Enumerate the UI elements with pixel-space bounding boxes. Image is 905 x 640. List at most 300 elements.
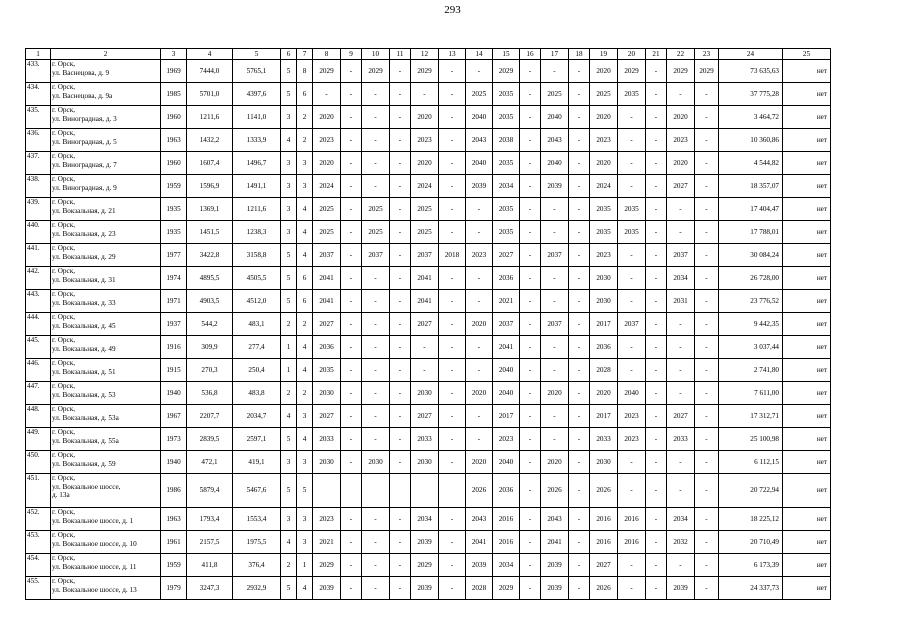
- value-cell: -: [695, 313, 719, 336]
- value-cell: 2: [297, 106, 313, 129]
- value-cell: -: [695, 267, 719, 290]
- value-cell: 3: [281, 198, 297, 221]
- value-cell: 2023: [466, 244, 493, 267]
- value-cell: 2035: [493, 83, 520, 106]
- value-cell: -: [439, 106, 466, 129]
- value-cell: -: [520, 451, 541, 474]
- value-cell: 2: [297, 129, 313, 152]
- value-cell: -: [390, 577, 411, 600]
- address-cell: [51, 290, 161, 313]
- value-cell: 1975,5: [233, 531, 281, 554]
- value-cell: -: [439, 531, 466, 554]
- value-cell: 2039: [466, 554, 493, 577]
- column-number-header: 8: [313, 49, 341, 60]
- value-cell: 2036: [313, 336, 341, 359]
- note-cell: нет: [783, 531, 831, 554]
- value-cell: 2043: [541, 508, 569, 531]
- column-number-header: 23: [695, 49, 719, 60]
- value-cell: 2025: [411, 198, 439, 221]
- value-cell: -: [569, 405, 590, 428]
- value-cell: 2016: [618, 508, 646, 531]
- value-cell: -: [341, 508, 362, 531]
- value-cell: 2030: [313, 451, 341, 474]
- value-cell: 2041: [313, 290, 341, 313]
- value-cell: 544,2: [187, 313, 233, 336]
- address-line: д. 13а: [52, 491, 70, 500]
- value-cell: -: [390, 336, 411, 359]
- note-cell: нет: [783, 267, 831, 290]
- table-row: [26, 554, 831, 577]
- value-cell: -: [520, 508, 541, 531]
- address-line: ул. Вокзальная, д. 59: [52, 459, 116, 468]
- value-cell: -: [341, 313, 362, 336]
- address-line: г. Орск,: [52, 106, 75, 114]
- value-cell: 1967: [161, 405, 187, 428]
- value-cell: 483,1: [233, 313, 281, 336]
- address-line: ул. Виноградная, д. 5: [52, 137, 117, 146]
- value-cell: 4: [281, 531, 297, 554]
- value-cell: -: [362, 577, 390, 600]
- value-cell: -: [695, 451, 719, 474]
- note-cell: нет: [783, 129, 831, 152]
- value-cell: 2037: [541, 244, 569, 267]
- value-cell: 2043: [466, 129, 493, 152]
- note-cell: нет: [783, 290, 831, 313]
- value-cell: -: [541, 198, 569, 221]
- value-cell: -: [520, 474, 541, 508]
- value-cell: 2037: [411, 244, 439, 267]
- cost-cell: 20 722,94: [719, 474, 783, 508]
- value-cell: -: [541, 359, 569, 382]
- value-cell: 2029: [618, 60, 646, 83]
- address-line: г. Орск,: [52, 152, 75, 160]
- value-cell: -: [341, 405, 362, 428]
- value-cell: -: [618, 106, 646, 129]
- address-cell: [51, 244, 161, 267]
- value-cell: 2020: [590, 60, 618, 83]
- address-line: ул. Вокзальная, д. 23: [52, 229, 116, 238]
- value-cell: -: [618, 451, 646, 474]
- value-cell: -: [362, 428, 390, 451]
- value-cell: -: [362, 554, 390, 577]
- value-cell: 1369,1: [187, 198, 233, 221]
- value-cell: 2036: [493, 267, 520, 290]
- value-cell: -: [667, 198, 695, 221]
- value-cell: 5: [281, 267, 297, 290]
- value-cell: 2034: [493, 554, 520, 577]
- row-number-cell: 443.: [26, 290, 51, 313]
- value-cell: -: [520, 267, 541, 290]
- address-line: г. Орск,: [52, 405, 75, 413]
- value-cell: 2030: [313, 382, 341, 405]
- value-cell: 2028: [466, 577, 493, 600]
- note-cell: нет: [783, 359, 831, 382]
- value-cell: -: [695, 554, 719, 577]
- value-cell: -: [667, 382, 695, 405]
- column-number-header: 22: [667, 49, 695, 60]
- value-cell: 5: [281, 474, 297, 508]
- value-cell: 2020: [411, 152, 439, 175]
- address-cell: [51, 267, 161, 290]
- address-cell: [51, 336, 161, 359]
- value-cell: -: [362, 129, 390, 152]
- value-cell: 8: [297, 60, 313, 83]
- value-cell: 2020: [313, 152, 341, 175]
- value-cell: 1607,4: [187, 152, 233, 175]
- value-cell: -: [520, 359, 541, 382]
- value-cell: 4505,5: [233, 267, 281, 290]
- value-cell: 4: [281, 129, 297, 152]
- value-cell: 3: [281, 175, 297, 198]
- value-cell: -: [390, 428, 411, 451]
- value-cell: -: [439, 267, 466, 290]
- value-cell: 1940: [161, 382, 187, 405]
- value-cell: 2020: [667, 106, 695, 129]
- value-cell: -: [362, 336, 390, 359]
- value-cell: 1935: [161, 221, 187, 244]
- value-cell: 1915: [161, 359, 187, 382]
- value-cell: 2038: [493, 129, 520, 152]
- row-number-cell: 450.: [26, 451, 51, 474]
- value-cell: 1451,5: [187, 221, 233, 244]
- value-cell: 2031: [667, 290, 695, 313]
- value-cell: -: [695, 359, 719, 382]
- value-cell: 2016: [493, 508, 520, 531]
- value-cell: -: [439, 336, 466, 359]
- value-cell: -: [646, 336, 667, 359]
- cost-cell: 25 100,98: [719, 428, 783, 451]
- value-cell: 5: [297, 474, 313, 508]
- value-cell: 2023: [411, 129, 439, 152]
- column-number-header: 5: [233, 49, 281, 60]
- value-cell: 2030: [590, 451, 618, 474]
- column-number-header: 21: [646, 49, 667, 60]
- value-cell: -: [362, 106, 390, 129]
- value-cell: -: [541, 428, 569, 451]
- value-cell: 5879,4: [187, 474, 233, 508]
- value-cell: -: [466, 267, 493, 290]
- value-cell: 2035: [618, 198, 646, 221]
- row-number-cell: 451.: [26, 474, 51, 508]
- table-row: [26, 175, 831, 198]
- row-number-cell: 449.: [26, 428, 51, 451]
- value-cell: 2041: [411, 267, 439, 290]
- value-cell: 3: [281, 152, 297, 175]
- value-cell: 2023: [493, 428, 520, 451]
- column-number-header: 3: [161, 49, 187, 60]
- value-cell: 2033: [411, 428, 439, 451]
- value-cell: 2024: [590, 175, 618, 198]
- column-number-header: 4: [187, 49, 233, 60]
- value-cell: 536,8: [187, 382, 233, 405]
- value-cell: -: [341, 359, 362, 382]
- value-cell: -: [390, 290, 411, 313]
- value-cell: 2030: [362, 451, 390, 474]
- value-cell: 1937: [161, 313, 187, 336]
- value-cell: -: [520, 336, 541, 359]
- row-number-cell: 440.: [26, 221, 51, 244]
- value-cell: -: [569, 577, 590, 600]
- value-cell: -: [695, 221, 719, 244]
- value-cell: 2020: [541, 451, 569, 474]
- value-cell: -: [667, 554, 695, 577]
- note-cell: нет: [783, 405, 831, 428]
- row-number-cell: 447.: [26, 382, 51, 405]
- value-cell: 2026: [541, 474, 569, 508]
- value-cell: -: [667, 221, 695, 244]
- value-cell: -: [341, 83, 362, 106]
- address-line: ул. Вокзальное шоссе, д. 13: [52, 585, 137, 594]
- value-cell: -: [362, 508, 390, 531]
- value-cell: -: [569, 359, 590, 382]
- value-cell: -: [466, 336, 493, 359]
- value-cell: -: [520, 313, 541, 336]
- value-cell: 472,1: [187, 451, 233, 474]
- value-cell: 2020: [411, 106, 439, 129]
- value-cell: 2023: [618, 428, 646, 451]
- value-cell: 2027: [590, 554, 618, 577]
- value-cell: -: [341, 221, 362, 244]
- value-cell: -: [362, 382, 390, 405]
- cost-cell: 30 084,24: [719, 244, 783, 267]
- value-cell: -: [341, 267, 362, 290]
- value-cell: -: [390, 83, 411, 106]
- table-row: [26, 267, 831, 290]
- value-cell: 2039: [541, 175, 569, 198]
- address-line: ул. Виноградная, д. 9: [52, 183, 117, 192]
- value-cell: 2034: [667, 267, 695, 290]
- column-number-header: 2: [51, 49, 161, 60]
- value-cell: 1940: [161, 451, 187, 474]
- value-cell: -: [390, 60, 411, 83]
- value-cell: -: [646, 313, 667, 336]
- value-cell: -: [646, 577, 667, 600]
- value-cell: -: [646, 198, 667, 221]
- value-cell: -: [341, 106, 362, 129]
- value-cell: 2023: [313, 508, 341, 531]
- address-line: ул. Вокзальная, д. 45: [52, 321, 116, 330]
- address-cell: [51, 106, 161, 129]
- cost-cell: 20 710,49: [719, 531, 783, 554]
- value-cell: 2032: [667, 531, 695, 554]
- value-cell: 2026: [590, 577, 618, 600]
- column-number-header: 15: [493, 49, 520, 60]
- value-cell: 3: [281, 508, 297, 531]
- column-number-header: 9: [341, 49, 362, 60]
- address-line: ул. Вокзальное шоссе,: [52, 482, 121, 491]
- cost-cell: 4 544,82: [719, 152, 783, 175]
- value-cell: 2025: [313, 198, 341, 221]
- value-cell: -: [646, 152, 667, 175]
- address-line: ул. Вокзальное шоссе, д. 1: [52, 516, 134, 525]
- note-cell: нет: [783, 244, 831, 267]
- note-cell: нет: [783, 428, 831, 451]
- value-cell: 5701,0: [187, 83, 233, 106]
- value-cell: 483,8: [233, 382, 281, 405]
- value-cell: -: [362, 405, 390, 428]
- value-cell: -: [341, 531, 362, 554]
- value-cell: 2023: [667, 129, 695, 152]
- value-cell: 5: [281, 60, 297, 83]
- column-number-header: 24: [719, 49, 783, 60]
- value-cell: 5: [281, 244, 297, 267]
- value-cell: 1959: [161, 554, 187, 577]
- value-cell: 1963: [161, 508, 187, 531]
- value-cell: 1: [281, 359, 297, 382]
- value-cell: 1: [297, 554, 313, 577]
- address-line: г. Орск,: [52, 313, 75, 321]
- address-cell: [51, 359, 161, 382]
- value-cell: 2037: [667, 244, 695, 267]
- value-cell: 2157,5: [187, 531, 233, 554]
- value-cell: 4: [297, 428, 313, 451]
- table-row: [26, 198, 831, 221]
- note-cell: нет: [783, 60, 831, 83]
- value-cell: 2029: [493, 60, 520, 83]
- address-line: ул. Вокзальная, д. 55а: [52, 436, 119, 445]
- address-line: ул. Васнецова, д. 9а: [52, 91, 113, 100]
- note-cell: нет: [783, 152, 831, 175]
- value-cell: 3422,8: [187, 244, 233, 267]
- value-cell: 1969: [161, 60, 187, 83]
- value-cell: -: [569, 290, 590, 313]
- value-cell: 2040: [466, 106, 493, 129]
- value-cell: -: [541, 60, 569, 83]
- value-cell: -: [646, 531, 667, 554]
- value-cell: 2020: [466, 382, 493, 405]
- value-cell: -: [390, 129, 411, 152]
- value-cell: 2036: [590, 336, 618, 359]
- value-cell: -: [646, 106, 667, 129]
- value-cell: -: [390, 382, 411, 405]
- value-cell: -: [520, 382, 541, 405]
- value-cell: 2029: [695, 60, 719, 83]
- value-cell: 1977: [161, 244, 187, 267]
- value-cell: -: [439, 313, 466, 336]
- address-line: г. Орск,: [52, 336, 75, 344]
- value-cell: 2016: [618, 531, 646, 554]
- cost-cell: 18 357,07: [719, 175, 783, 198]
- address-line: ул. Виноградная, д. 3: [52, 114, 117, 123]
- row-number-cell: 454.: [26, 554, 51, 577]
- value-cell: 1211,6: [187, 106, 233, 129]
- value-cell: -: [362, 83, 390, 106]
- value-cell: 2027: [667, 175, 695, 198]
- value-cell: 2017: [590, 405, 618, 428]
- value-cell: 4: [281, 405, 297, 428]
- address-line: г. Орск,: [52, 508, 75, 516]
- address-cell: [51, 508, 161, 531]
- value-cell: -: [520, 152, 541, 175]
- value-cell: -: [646, 382, 667, 405]
- row-number-cell: 446.: [26, 359, 51, 382]
- column-number-header: 12: [411, 49, 439, 60]
- value-cell: -: [569, 474, 590, 508]
- value-cell: 2036: [493, 474, 520, 508]
- value-cell: 1: [281, 336, 297, 359]
- value-cell: -: [390, 531, 411, 554]
- value-cell: 2040: [618, 382, 646, 405]
- value-cell: 3: [297, 152, 313, 175]
- value-cell: 1985: [161, 83, 187, 106]
- value-cell: 411,8: [187, 554, 233, 577]
- cost-cell: 7 611,00: [719, 382, 783, 405]
- note-cell: нет: [783, 474, 831, 508]
- table-row: [26, 451, 831, 474]
- value-cell: -: [646, 175, 667, 198]
- value-cell: -: [618, 474, 646, 508]
- value-cell: -: [362, 152, 390, 175]
- address-cell: [51, 152, 161, 175]
- address-line: г. Орск,: [52, 451, 75, 459]
- value-cell: 2039: [466, 175, 493, 198]
- value-cell: 2027: [493, 244, 520, 267]
- value-cell: 1974: [161, 267, 187, 290]
- value-cell: -: [646, 359, 667, 382]
- value-cell: -: [341, 152, 362, 175]
- value-cell: 2039: [313, 577, 341, 600]
- value-cell: -: [569, 60, 590, 83]
- value-cell: -: [341, 60, 362, 83]
- table-row: [26, 106, 831, 129]
- value-cell: -: [569, 382, 590, 405]
- column-number-header: 14: [466, 49, 493, 60]
- value-cell: 4: [297, 198, 313, 221]
- note-cell: нет: [783, 577, 831, 600]
- address-cell: [51, 405, 161, 428]
- address-line: г. Орск,: [52, 382, 75, 390]
- note-cell: нет: [783, 336, 831, 359]
- value-cell: -: [439, 83, 466, 106]
- value-cell: 2027: [313, 313, 341, 336]
- table-row: [26, 152, 831, 175]
- value-cell: [439, 474, 466, 508]
- value-cell: 1986: [161, 474, 187, 508]
- value-cell: 2035: [618, 83, 646, 106]
- table-row: [26, 221, 831, 244]
- table-row: [26, 336, 831, 359]
- value-cell: 2018: [439, 244, 466, 267]
- value-cell: 2207,7: [187, 405, 233, 428]
- column-number-header: 7: [297, 49, 313, 60]
- value-cell: -: [362, 290, 390, 313]
- value-cell: 1960: [161, 106, 187, 129]
- address-cell: [51, 474, 161, 508]
- value-cell: -: [618, 554, 646, 577]
- value-cell: 2020: [590, 106, 618, 129]
- value-cell: 2029: [313, 554, 341, 577]
- address-line: ул. Вокзальная, д. 53а: [52, 413, 119, 422]
- value-cell: -: [520, 531, 541, 554]
- value-cell: -: [390, 451, 411, 474]
- value-cell: 1333,9: [233, 129, 281, 152]
- cost-cell: 6 112,15: [719, 451, 783, 474]
- value-cell: 2029: [411, 60, 439, 83]
- address-cell: [51, 221, 161, 244]
- value-cell: 1959: [161, 175, 187, 198]
- value-cell: -: [466, 359, 493, 382]
- value-cell: 376,4: [233, 554, 281, 577]
- value-cell: 4903,5: [187, 290, 233, 313]
- value-cell: 2029: [493, 577, 520, 600]
- value-cell: 2034: [667, 508, 695, 531]
- address-cell: [51, 198, 161, 221]
- value-cell: 2035: [493, 106, 520, 129]
- table-row: [26, 474, 831, 508]
- value-cell: -: [695, 129, 719, 152]
- value-cell: -: [569, 531, 590, 554]
- value-cell: -: [466, 290, 493, 313]
